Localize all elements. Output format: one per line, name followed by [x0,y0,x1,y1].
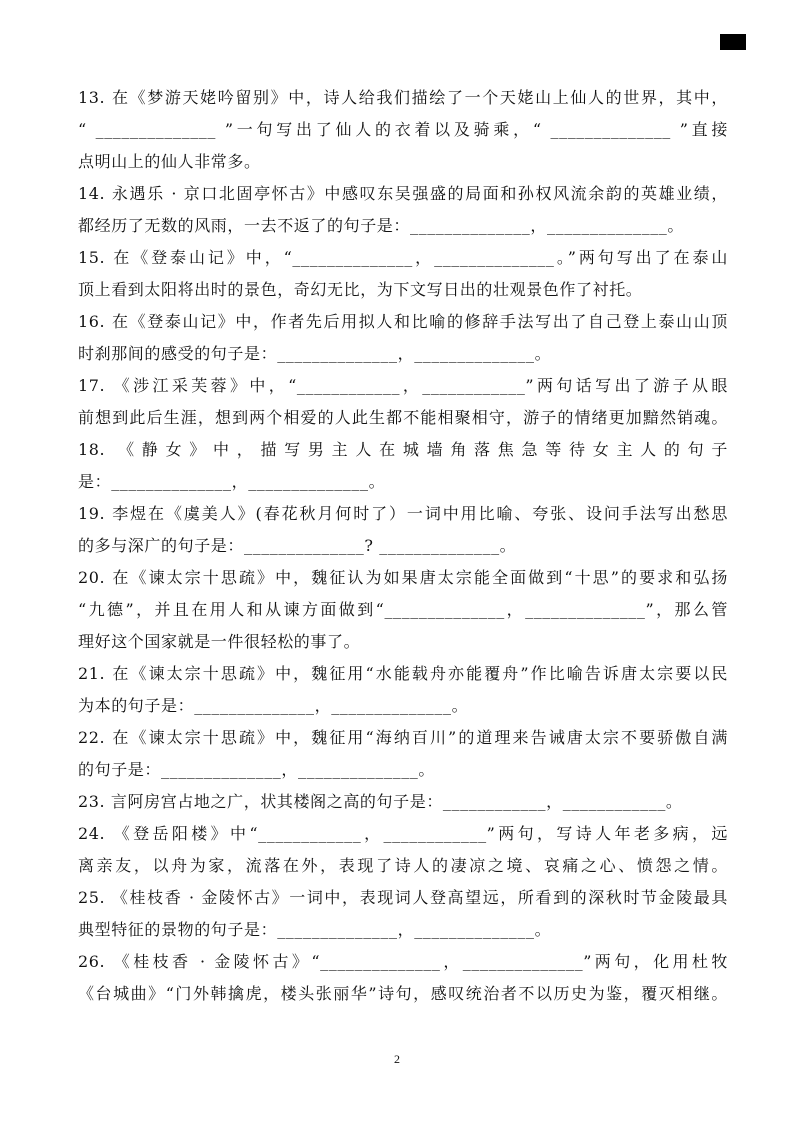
text-line: 为本的句子是：______________，______________。 [78,696,469,715]
text-line: 都经历了无数的风雨，一去不返了的句子是：______________，______________。 [78,216,685,235]
corner-mark [720,34,746,50]
text-line: “九德”，并且在用人和从谏方面做到“______________，______________”，那么管 [78,600,728,619]
text-line: 《台城曲》“门外韩擒虎，楼头张丽华”诗句，感叹统治者不以历史为鉴，覆灭相继。 [78,984,728,1003]
text-line: 17. 《涉江采芙蓉》中，“____________，____________”两句话写出了游子从眼 [78,376,728,395]
text-line: 13. 在《梦游天姥吟留别》中，诗人给我们描绘了一个天姥山上仙人的世界，其中， [78,88,728,107]
text-line: 21. 在《谏太宗十思疏》中，魏征用“水能载舟亦能覆舟”作比喻告诉唐太宗要以民 [78,664,728,683]
text-line: 点明山上的仙人非常多。 [78,152,261,171]
question-list [78,84,728,1012]
text-line: 顶上看到太阳将出时的景色，奇幻无比，为下文写日出的壮观景色作了衬托。 [78,280,643,299]
text-line: 14. 永遇乐 · 京口北固亭怀古》中感叹东吴强盛的局面和孙权风流余韵的英雄业绩， [78,184,728,203]
text-line: 时刹那间的感受的句子是：______________，______________。 [78,344,552,363]
text-line: 的句子是：______________，______________。 [78,760,435,779]
text-line: 前想到此后生涯，想到两个相爱的人此生都不能相聚相守，游子的情绪更加黯然销魂。 [78,408,728,427]
page-number: 2 [394,1052,400,1066]
text-line: 16. 在《登泰山记》中，作者先后用拟人和比喻的修辞手法写出了自己登上泰山山顶 [78,312,728,331]
text-line: 26. 《桂枝香 · 金陵怀古》“______________，______________”两句，化用杜牧 [78,952,728,971]
text-line: 理好这个国家就是一件很轻松的事了。 [78,632,361,651]
text-line: 24. 《登岳阳楼》中“____________，____________”两句，写诗人年老多病，远 [78,824,728,843]
text-line: 15. 在《登泰山记》中，“______________，______________。”两句写出了在泰山 [78,248,728,267]
text-line: 25. 《桂枝香 · 金陵怀古》一词中，表现词人登高望远，所看到的深秋时节金陵最具 [78,888,728,907]
text-line: 离亲友，以舟为家，流落在外，表现了诗人的凄凉之境、哀痛之心、愤怨之情。 [78,856,728,875]
text-line: 20. 在《谏太宗十思疏》中，魏征认为如果唐太宗能全面做到“十思”的要求和弘扬 [78,568,728,587]
text-line: 的多与深广的句子是：______________? ______________。 [78,536,517,555]
text-line: “ ______________ ”一句写出了仙人的衣着以及骑乘，“ ______________ ”直接 [78,120,728,139]
text-line: 是：______________，______________。 [78,472,386,491]
text-line: 典型特征的景物的句子是：______________，______________。 [78,920,552,939]
text-line: 19. 李煜在《虞美人》(春花秋月何时了）一词中用比喻、夸张、设问手法写出愁思 [78,504,728,523]
text-line: 22. 在《谏太宗十思疏》中，魏征用“海纳百川”的道理来告诫唐太宗不要骄傲自满 [78,728,728,747]
text-line: 18. 《静女》中，描写男主人在城墙角落焦急等待女主人的句子 [78,440,728,459]
text-line: 23. 言阿房宫占地之广，状其楼阁之高的句子是：____________，____________。 [78,792,683,811]
